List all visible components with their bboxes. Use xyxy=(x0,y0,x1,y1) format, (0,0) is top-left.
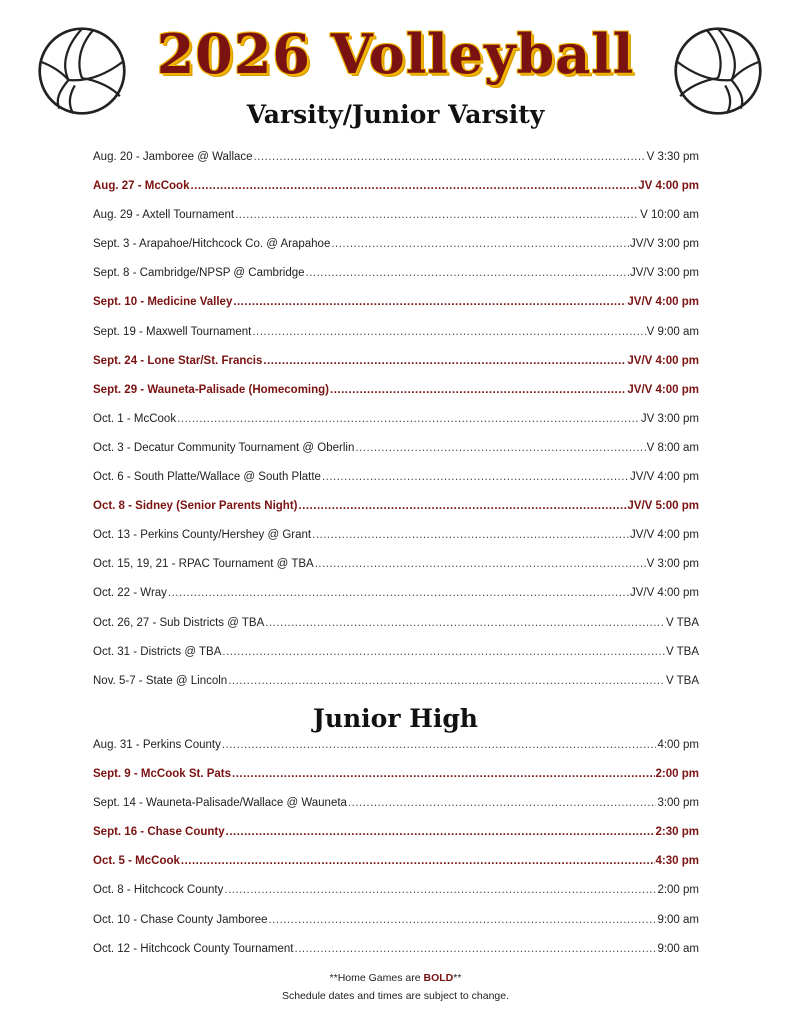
event-time: 2:00 pm xyxy=(657,884,699,897)
schedule-row xyxy=(93,295,699,324)
event-time: JV/V 4:00 pm xyxy=(627,383,699,396)
event-time: V TBA xyxy=(665,645,699,658)
dot-leader xyxy=(181,854,655,868)
schedule-row xyxy=(93,179,699,208)
event-label: Aug. 29 - Axtell Tournament xyxy=(93,209,235,222)
event-label: Nov. 5-7 - State @ Lincoln xyxy=(93,674,228,687)
schedule-row xyxy=(93,854,699,883)
dot-leader xyxy=(263,354,626,368)
schedule-row xyxy=(93,645,699,674)
schedule-row xyxy=(93,883,699,912)
dot-leader xyxy=(331,237,629,251)
event-label: Oct. 13 - Perkins County/Hershey @ Grant xyxy=(93,529,312,542)
event-label: Oct. 1 - McCook xyxy=(93,412,177,425)
event-label: Oct. 31 - Districts @ TBA xyxy=(93,645,222,658)
event-time: JV/V 3:00 pm xyxy=(629,238,699,251)
junior-high-schedule xyxy=(93,738,699,971)
event-time: JV 4:00 pm xyxy=(638,180,699,193)
event-time: V TBA xyxy=(665,616,699,629)
dot-leader xyxy=(312,528,629,542)
schedule-row xyxy=(93,586,699,615)
dot-leader xyxy=(222,738,657,752)
event-label: Sept. 3 - Arapahoe/Hitchcock Co. @ Arapahoe xyxy=(93,238,331,251)
schedule-row xyxy=(93,237,699,266)
event-time: JV 3:00 pm xyxy=(640,412,699,425)
schedule-row xyxy=(93,674,699,703)
dot-leader xyxy=(265,616,665,630)
dot-leader xyxy=(254,150,646,164)
schedule-row xyxy=(93,325,699,354)
dot-leader xyxy=(252,325,645,339)
event-label: Sept. 16 - Chase County xyxy=(93,826,225,839)
event-time: JV/V 4:00 pm xyxy=(627,296,699,309)
schedule-row xyxy=(93,412,699,441)
schedule-row xyxy=(93,266,699,295)
event-label: Sept. 8 - Cambridge/NPSP @ Cambridge xyxy=(93,267,305,280)
home-games-note: **Home Games are BOLD** xyxy=(329,972,462,984)
dot-leader xyxy=(330,383,626,397)
event-label: Oct. 12 - Hitchcock County Tournament xyxy=(93,942,294,955)
schedule-row xyxy=(93,441,699,470)
event-time: 2:00 pm xyxy=(655,768,699,781)
event-time: 4:00 pm xyxy=(657,739,699,751)
event-label: Aug. 27 - McCook xyxy=(93,180,190,193)
dot-leader xyxy=(269,913,657,927)
schedule-row xyxy=(93,825,699,854)
event-time: V 9:00 am xyxy=(646,325,699,338)
event-time: V 3:30 pm xyxy=(646,151,699,163)
schedule-disclaimer: Schedule dates and times are subject to change. xyxy=(281,990,510,1002)
event-label: Sept. 29 - Wauneta-Palisade (Homecoming) xyxy=(93,383,330,396)
event-time: 3:00 pm xyxy=(657,797,699,810)
event-time: JV/V 4:00 pm xyxy=(629,529,699,542)
dot-leader xyxy=(222,645,665,659)
event-time: 2:30 pm xyxy=(655,826,699,839)
dot-leader xyxy=(348,796,656,810)
schedule-row xyxy=(93,383,699,412)
event-label: Oct. 3 - Decatur Community Tournament @ Oberlin xyxy=(93,441,355,454)
event-label: Sept. 10 - Medicine Valley xyxy=(93,296,233,309)
dot-leader xyxy=(232,767,655,781)
schedule-row xyxy=(93,499,699,528)
event-time: V 8:00 am xyxy=(646,441,699,454)
event-label: Aug. 20 - Jamboree @ Wallace xyxy=(93,151,253,163)
dot-leader xyxy=(235,208,639,222)
dot-leader xyxy=(315,557,646,571)
schedule-row xyxy=(93,913,699,942)
junior-high-heading: Junior High xyxy=(312,704,478,733)
event-time: 9:00 am xyxy=(657,913,699,926)
dot-leader xyxy=(306,266,629,280)
event-label: Oct. 5 - McCook xyxy=(93,855,180,868)
event-label: Oct. 8 - Sidney (Senior Parents Night) xyxy=(93,500,298,513)
varsity-heading: Varsity/Junior Varsity xyxy=(246,100,545,129)
event-label: Oct. 15, 19, 21 - RPAC Tournament @ TBA xyxy=(93,558,314,571)
schedule-row xyxy=(93,796,699,825)
event-label: Aug. 31 - Perkins County xyxy=(93,739,221,751)
event-time: 9:00 am xyxy=(657,942,699,955)
dot-leader xyxy=(226,825,655,839)
event-label: Oct. 22 - Wray xyxy=(93,587,167,600)
event-label: Sept. 9 - McCook St. Pats xyxy=(93,768,232,781)
dot-leader xyxy=(224,883,656,897)
event-time: JV/V 4:00 pm xyxy=(627,354,699,367)
event-time: 4:30 pm xyxy=(655,855,699,868)
schedule-row xyxy=(93,470,699,499)
event-label: Oct. 6 - South Platte/Wallace @ South Platte xyxy=(93,471,321,484)
schedule-row xyxy=(93,738,699,767)
event-time: V 3:00 pm xyxy=(646,558,699,571)
schedule-row xyxy=(93,150,699,179)
dot-leader xyxy=(233,295,626,309)
event-time: JV/V 3:00 pm xyxy=(629,267,699,280)
event-label: Oct. 10 - Chase County Jamboree xyxy=(93,913,268,926)
dot-leader xyxy=(190,179,637,193)
dot-leader xyxy=(177,412,640,426)
page-title: 2026 Volleyball xyxy=(156,22,635,86)
event-time: JV/V 4:00 pm xyxy=(629,471,699,484)
event-label: Oct. 8 - Hitchcock County xyxy=(93,884,224,897)
event-label: Oct. 26, 27 - Sub Districts @ TBA xyxy=(93,616,265,629)
schedule-row xyxy=(93,208,699,237)
dot-leader xyxy=(168,586,629,600)
schedule-row xyxy=(93,528,699,557)
schedule-row xyxy=(93,767,699,796)
schedule-row xyxy=(93,557,699,586)
dot-leader xyxy=(295,942,657,956)
schedule-row xyxy=(93,354,699,383)
event-time: V 10:00 am xyxy=(640,209,699,222)
event-time: JV/V 4:00 pm xyxy=(629,587,699,600)
event-time: JV/V 5:00 pm xyxy=(627,500,699,513)
event-label: Sept. 14 - Wauneta-Palisade/Wallace @ Wauneta xyxy=(93,797,347,810)
dot-leader xyxy=(228,674,665,688)
event-time: V TBA xyxy=(665,674,699,687)
schedule-row xyxy=(93,616,699,645)
dot-leader xyxy=(322,470,629,484)
event-label: Sept. 24 - Lone Star/St. Francis xyxy=(93,354,263,367)
schedule-row xyxy=(93,942,699,971)
varsity-schedule xyxy=(93,150,699,703)
dot-leader xyxy=(298,499,626,513)
dot-leader xyxy=(355,441,645,455)
event-label: Sept. 19 - Maxwell Tournament xyxy=(93,325,252,338)
